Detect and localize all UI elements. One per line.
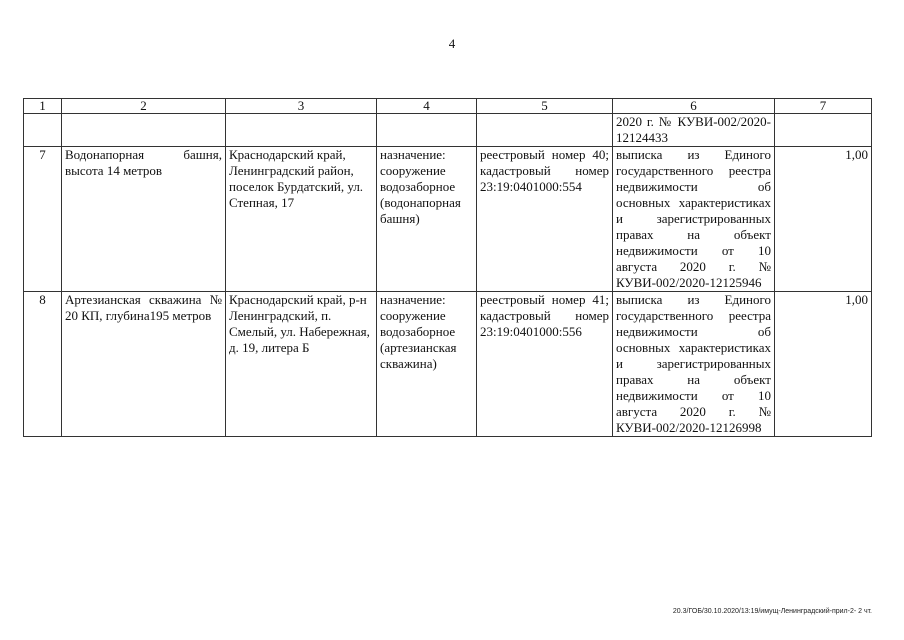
object-purpose: назначение: сооружение водозаборное (водонапорная башня) <box>377 147 477 292</box>
property-registry-table <box>23 98 872 437</box>
row-number: 7 <box>24 147 62 292</box>
object-name: Артезианская скважина № 20 КП, глубина195 метров <box>62 292 226 437</box>
page-number: 4 <box>448 36 456 51</box>
continuation-row <box>24 114 872 147</box>
document-cell: выписка из Единого государственного реестра недвижимости об основных характеристиках и зарегистрированных правах на объект недвижимости от 10 августа 2020 г. № КУВИ-002/2020-12125946 <box>613 147 775 292</box>
document-footer: 20.3/ГОБ/30.10.2020/13:19/имущ-Ленинградский-прил-2- 2 чт. <box>672 608 872 615</box>
row-number: 8 <box>24 292 62 437</box>
column-header: 3 <box>226 99 377 114</box>
column-header: 6 <box>613 99 775 114</box>
object-name: Водонапорная башня, высота 14 метров <box>62 147 226 292</box>
document-cell: выписка из Единого государственного реестра недвижимости об основных характеристиках и зарегистрированных правах на объект недвижимости от 10 августа 2020 г. № КУВИ-002/2020-12126998 <box>613 292 775 437</box>
column-header: 1 <box>24 99 62 114</box>
column-header: 4 <box>377 99 477 114</box>
registry-numbers: реестровый номер 41; кадастровый номер 23:19:0401000:556 <box>477 292 613 437</box>
column-header: 7 <box>775 99 872 114</box>
registry-numbers: реестровый номер 40; кадастровый номер 23:19:0401000:554 <box>477 147 613 292</box>
table-cell <box>62 114 226 147</box>
table-cell <box>775 114 872 147</box>
table-cell <box>226 114 377 147</box>
object-address: Краснодарский край, р-н Ленинградский, п. Смелый, ул. Набережная, д. 19, литера Б <box>226 292 377 437</box>
table-header-row <box>24 99 872 114</box>
table-row <box>24 292 872 437</box>
object-address: Краснодарский край, Ленинградский район, поселок Бурдатский, ул. Степная, 17 <box>226 147 377 292</box>
object-purpose: назначение: сооружение водозаборное (артезианская скважина) <box>377 292 477 437</box>
column-header: 2 <box>62 99 226 114</box>
document-cell: 2020 г. № КУВИ-002/2020-12124433 <box>613 114 775 147</box>
object-value: 1,00 <box>775 147 872 292</box>
table-row <box>24 147 872 292</box>
column-header: 5 <box>477 99 613 114</box>
table-cell <box>477 114 613 147</box>
object-value: 1,00 <box>775 292 872 437</box>
table-cell <box>24 114 62 147</box>
table-cell <box>377 114 477 147</box>
